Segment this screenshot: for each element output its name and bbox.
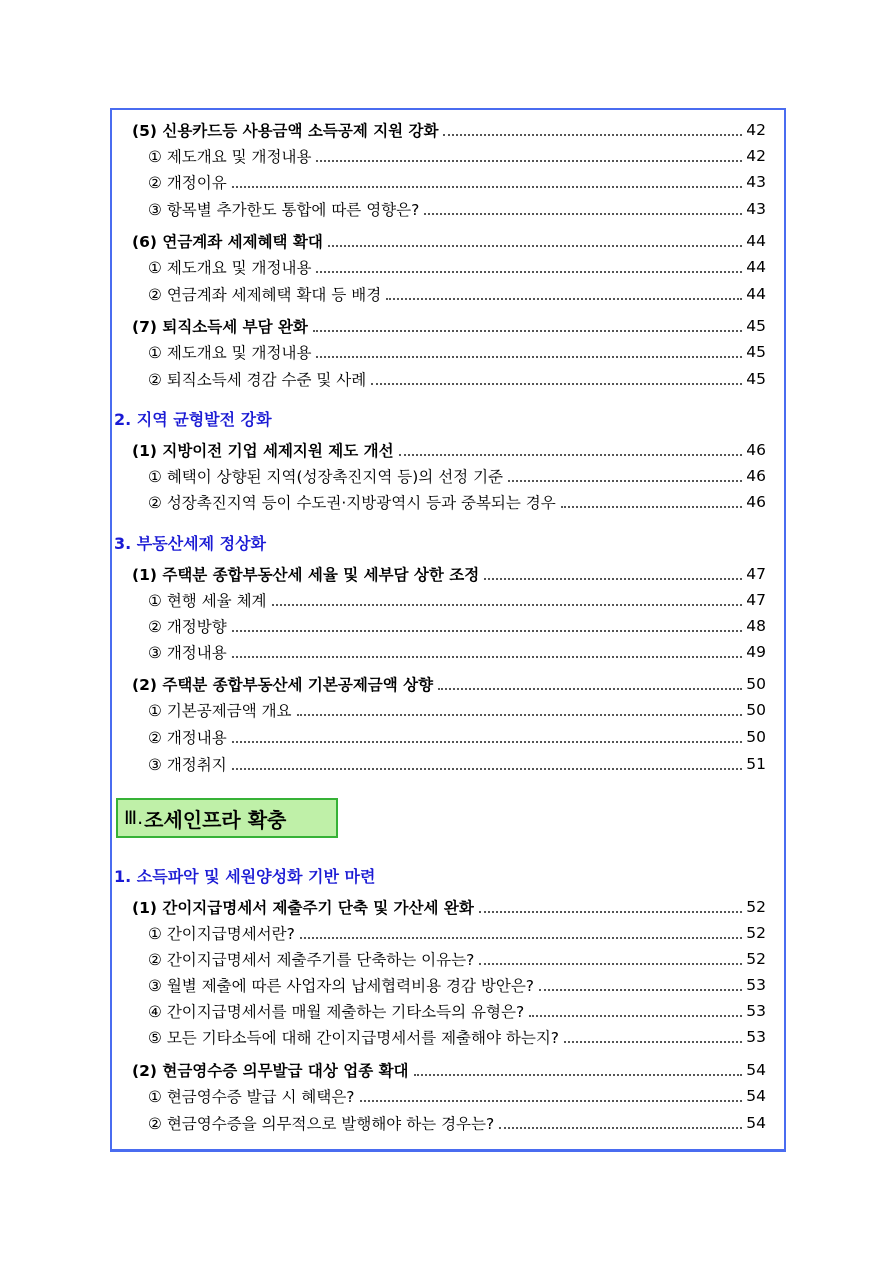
entry-label: (1) 간이지급명세서 제출주기 단축 및 가산세 완화 [132, 899, 474, 917]
toc-entry[interactable] [110, 438, 766, 462]
dot-leader [297, 713, 743, 716]
dot-leader [232, 185, 743, 188]
dot-leader [316, 270, 742, 273]
toc-entry[interactable] [110, 118, 766, 142]
entry-label: ① 제도개요 및 개정내용 [148, 259, 312, 277]
page-number: 47 [746, 565, 766, 583]
chapter-heading [116, 798, 338, 838]
toc-subentry[interactable] [110, 588, 766, 612]
toc-subentry[interactable] [110, 144, 766, 168]
entry-label: ① 현금영수증 발급 시 혜택은? [148, 1088, 355, 1106]
toc-subentry[interactable] [110, 614, 766, 638]
page-number: 54 [746, 1061, 766, 1079]
dot-leader [272, 603, 743, 606]
page-number: 46 [746, 493, 766, 511]
toc-entry[interactable] [110, 1058, 766, 1082]
entry-label: ③ 개정내용 [148, 644, 227, 662]
toc-subentry[interactable] [110, 973, 766, 997]
entry-label: ① 기본공제금액 개요 [148, 702, 292, 720]
page-number: 50 [746, 728, 766, 746]
page-number: 51 [746, 755, 766, 773]
entry-label: ② 개정이유 [148, 174, 227, 192]
dot-leader [561, 505, 743, 508]
dot-leader [438, 687, 742, 690]
toc-entry[interactable] [110, 672, 766, 696]
dot-leader [386, 297, 742, 300]
toc-subentry[interactable] [110, 1025, 766, 1049]
toc-subentry[interactable] [110, 1084, 766, 1108]
dot-leader [479, 910, 742, 913]
dot-leader [313, 329, 742, 332]
entry-label: ① 혜택이 상향된 지역(성장촉진지역 등)의 선정 기준 [148, 468, 504, 486]
entry-label: ① 제도개요 및 개정내용 [148, 344, 312, 362]
entry-label: ② 성장촉진지역 등이 수도권·지방광역시 등과 중복되는 경우 [148, 494, 556, 512]
entry-label: (2) 현금영수증 의무발급 대상 업종 확대 [132, 1062, 409, 1080]
toc-entry[interactable] [110, 314, 766, 338]
page-number: 50 [746, 675, 766, 693]
dot-leader [316, 355, 742, 358]
dot-leader [232, 629, 743, 632]
toc-subentry[interactable] [110, 282, 766, 306]
page-number: 54 [746, 1114, 766, 1132]
page-number: 53 [746, 1028, 766, 1046]
chapter-title: 조세인프라 확충 [144, 807, 287, 832]
entry-label: ① 현행 세율 체계 [148, 592, 267, 610]
entry-label: ④ 간이지급명세서를 매월 제출하는 기타소득의 유형은? [148, 1003, 525, 1021]
page-number: 53 [746, 1002, 766, 1020]
entry-label: (1) 지방이전 기업 세제지원 제도 개선 [132, 442, 394, 460]
entry-label: ⑤ 모든 기타소득에 대해 간이지급명세서를 제출해야 하는지? [148, 1029, 560, 1047]
dot-leader [443, 133, 742, 136]
dot-leader [232, 655, 743, 658]
toc-entry[interactable] [110, 895, 766, 919]
dot-leader [360, 1099, 743, 1102]
toc-subentry[interactable] [110, 752, 766, 776]
page-number: 44 [746, 232, 766, 250]
page-number: 49 [746, 643, 766, 661]
dot-leader [414, 1073, 743, 1076]
dot-leader [300, 936, 742, 939]
dot-leader [499, 1126, 742, 1129]
toc-subentry[interactable] [110, 921, 766, 945]
section-title-4: 1. 소득파악 및 세원양성화 기반 마련 [114, 866, 376, 886]
entry-label: ② 간이지급명세서 제출주기를 단축하는 이유는? [148, 951, 475, 969]
toc-subentry[interactable] [110, 464, 766, 488]
entry-label: (2) 주택분 종합부동산세 기본공제금액 상향 [132, 676, 434, 694]
toc-entry[interactable] [110, 562, 766, 586]
dot-leader [232, 767, 743, 770]
entry-label: ③ 항목별 추가한도 통합에 따른 영향은? [148, 201, 420, 219]
page-number: 42 [746, 121, 766, 139]
page-number: 44 [746, 258, 766, 276]
toc-subentry[interactable] [110, 947, 766, 971]
entry-label: (7) 퇴직소득세 부담 완화 [132, 318, 308, 336]
page-number: 45 [746, 343, 766, 361]
toc-subentry[interactable] [110, 367, 766, 391]
dot-leader [484, 577, 742, 580]
dot-leader [424, 212, 742, 215]
page-number: 43 [746, 173, 766, 191]
entry-label: ② 현금영수증을 의무적으로 발행해야 하는 경우는? [148, 1115, 495, 1133]
dot-leader [316, 159, 742, 162]
toc-entry[interactable] [110, 229, 766, 253]
toc-subentry[interactable] [110, 255, 766, 279]
entry-label: (5) 신용카드등 사용금액 소득공제 지원 강화 [132, 122, 439, 140]
toc-subentry[interactable] [110, 1111, 766, 1135]
toc-subentry[interactable] [110, 999, 766, 1023]
dot-leader [399, 453, 743, 456]
page-number: 54 [746, 1087, 766, 1105]
entry-label: ③ 개정취지 [148, 756, 227, 774]
page-number: 45 [746, 317, 766, 335]
page-number: 47 [746, 591, 766, 609]
dot-leader [371, 382, 742, 385]
chapter-numeral: Ⅲ. [124, 807, 144, 829]
page-number: 46 [746, 441, 766, 459]
page-number: 45 [746, 370, 766, 388]
dot-leader [539, 988, 742, 991]
dot-leader [328, 244, 742, 247]
page-number: 46 [746, 467, 766, 485]
dot-leader [564, 1040, 742, 1043]
page-number: 52 [746, 898, 766, 916]
toc-subentry[interactable] [110, 698, 766, 722]
dot-leader [232, 740, 743, 743]
entry-label: (1) 주택분 종합부동산세 세율 및 세부담 상한 조정 [132, 566, 480, 584]
section-title-3: 3. 부동산세제 정상화 [114, 533, 266, 553]
dot-leader [479, 962, 742, 965]
toc-subentry[interactable] [110, 490, 766, 514]
page-number: 52 [746, 924, 766, 942]
page-number: 44 [746, 285, 766, 303]
entry-label: ② 개정방향 [148, 618, 227, 636]
page-number: 48 [746, 617, 766, 635]
entry-label: ① 간이지급명세서란? [148, 925, 295, 943]
entry-label: ③ 월별 제출에 따른 사업자의 납세협력비용 경감 방안은? [148, 977, 535, 995]
toc-subentry[interactable] [110, 197, 766, 221]
toc-subentry[interactable] [110, 340, 766, 364]
entry-label: ② 개정내용 [148, 729, 227, 747]
page-number: 50 [746, 701, 766, 719]
entry-label: (6) 연금계좌 세제혜택 확대 [132, 233, 323, 251]
page-number: 53 [746, 976, 766, 994]
toc-subentry[interactable] [110, 640, 766, 664]
entry-label: ② 연금계좌 세제혜택 확대 등 배경 [148, 286, 382, 304]
toc-subentry[interactable] [110, 170, 766, 194]
dot-leader [508, 479, 742, 482]
toc-subentry[interactable] [110, 725, 766, 749]
page-number: 43 [746, 200, 766, 218]
dot-leader [529, 1014, 742, 1017]
page-number: 42 [746, 147, 766, 165]
entry-label: ① 제도개요 및 개정내용 [148, 148, 312, 166]
page-number: 52 [746, 950, 766, 968]
section-title-2: 2. 지역 균형발전 강화 [114, 409, 272, 429]
entry-label: ② 퇴직소득세 경감 수준 및 사례 [148, 371, 367, 389]
